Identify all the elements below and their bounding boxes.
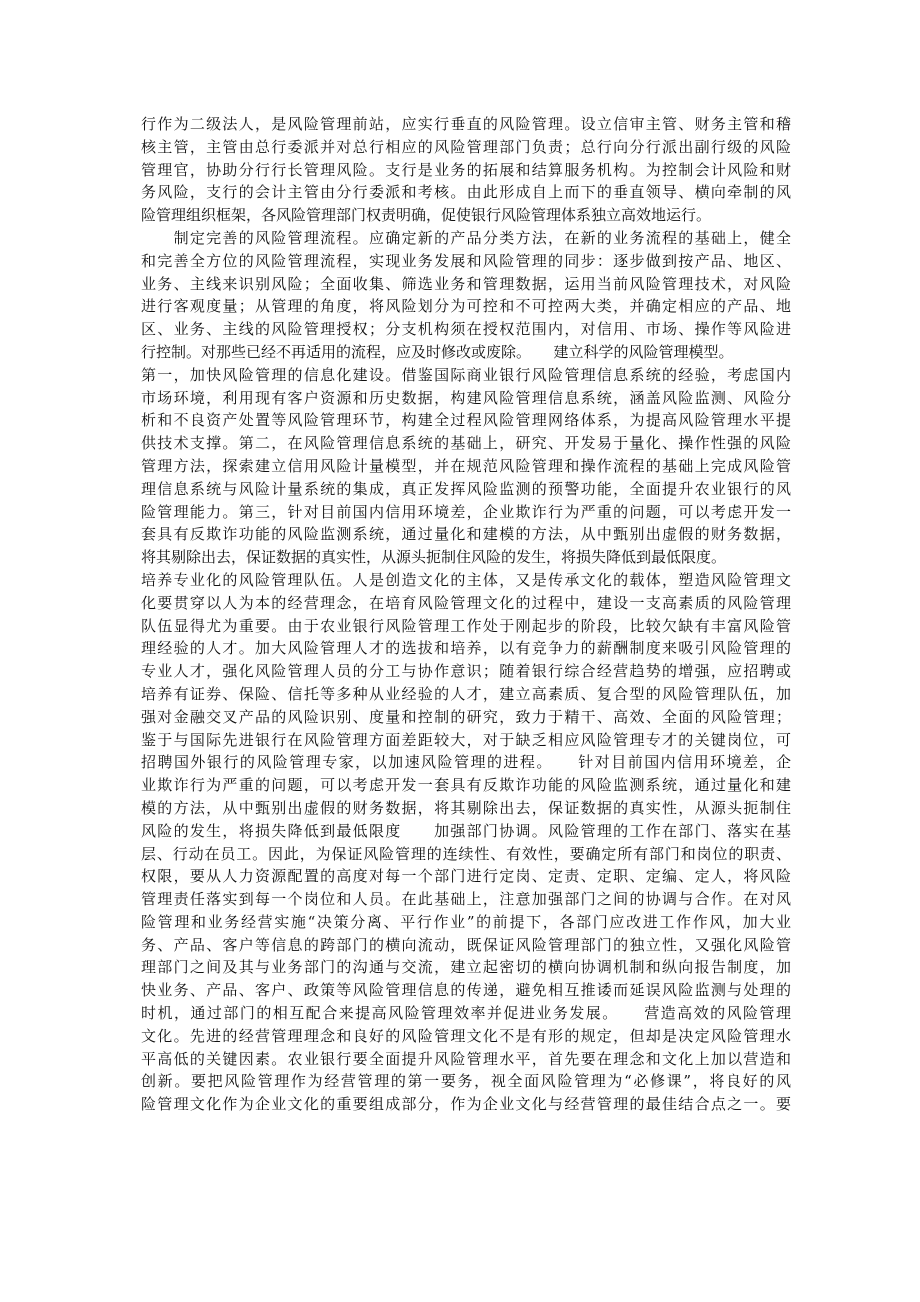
- text-line: 理部门之间及其与业务部门的沟通与交流，建立起密切的横向协调机制和纵向报告制度，加: [141, 958, 791, 977]
- text-line: 招聘国外银行的风险管理专家，以加速风险管理的进程。 针对目前国内信用环境差，企: [141, 753, 791, 772]
- text-line: 行作为二级法人，是风险管理前站，应实行垂直的风险管理。设立信审主管、财务主管和稽: [141, 115, 791, 133]
- text-line: 进行客观度量；从管理的角度，将风险划分为可控和不可控两大类，并确定相应的产品、地: [141, 297, 791, 316]
- text-line: 行控制。对那些已经不再适用的流程，应及时修改或废除。 建立科学的风险管理模型。: [141, 342, 734, 361]
- text-line: 平高低的关键因素。农业银行要全面提升风险管理水平，首先要在理念和文化上加以营造和: [141, 1049, 791, 1068]
- text-line: 队伍显得尤为重要。由于农业银行风险管理工作处于刚起步的阶段，比较欠缺有丰富风险管: [141, 616, 791, 635]
- text-line: 险管理文化作为企业文化的重要组成部分，作为企业文化与经营管理的最佳结合点之一。要: [141, 1095, 791, 1114]
- text-line: 管理方法，探索建立信用风险计量模型，并在规范风险管理和操作流程的基础上完成风险管: [141, 456, 791, 475]
- text-line: 层、行动在员工。因此，为保证风险管理的连续性、有效性，要确定所有部门和岗位的职责、: [141, 844, 791, 863]
- text-line: 模的方法，从中甄别出虚假的财务数据，将其剔除出去，保证数据的真实性，从源头扼制住: [141, 798, 791, 817]
- text-line: 套具有反欺诈功能的风险监测系统，通过量化和建模的方法，从中甄别出虚假的财务数据，: [141, 525, 791, 544]
- text-line: 理经验的人才。加大风险管理人才的选拔和培养，以有竞争力的薪酬制度来吸引风险管理的: [141, 639, 791, 658]
- text-line: 创新。要把风险管理作为经营管理的第一要务，视全面风险管理为“必修课”，将良好的风: [141, 1072, 791, 1091]
- text-line: 文化。先进的经营管理理念和良好的风险管理文化不是有形的规定，但却是决定风险管理水: [141, 1026, 791, 1045]
- text-line: 析和不良资产处置等风险管理环节，构建全过程风险管理网络体系，为提高风险管理水平提: [141, 411, 791, 430]
- text-line: 强对金融交叉产品的风险识别、度量和控制的研究，致力于精干、高效、全面的风险管理；: [141, 707, 791, 726]
- text-line: 险管理和业务经营实施“决策分离、平行作业”的前提下，各部门应改进工作作风，加大业: [141, 912, 791, 931]
- text-line: 时机，通过部门的相互配合来提高风险管理效率并促进业务发展。 营造高效的风险管理: [141, 1004, 791, 1023]
- text-line: 供技术支撑。第二，在风险管理信息系统的基础上，研究、开发易于量化、操作性强的风险: [141, 434, 791, 453]
- text-line: 务、产品、客户等信息的跨部门的横向流动，既保证风险管理部门的独立性，又强化风险管: [141, 935, 791, 954]
- text-line: 险管理能力。第三，针对目前国内信用环境差，企业欺诈行为严重的问题，可以考虑开发一: [141, 502, 791, 521]
- text-line: 业务、主线来识别风险；全面收集、筛选业务和管理数据，运用当前风险管理技术，对风险: [141, 274, 791, 293]
- text-line: 区、业务、主线的风险管理授权；分支机构须在授权范围内，对信用、市场、操作等风险进: [141, 320, 791, 339]
- text-line: 制定完善的风险管理流程。应确定新的产品分类方法，在新的业务流程的基础上，健全: [141, 228, 791, 247]
- text-line: 权限，要从人力资源配置的高度对每一个部门进行定岗、定责、定职、定编、定人，将风险: [141, 867, 791, 886]
- text-line: 管理官，协助分行行长管理风险。支行是业务的拓展和结算服务机构。为控制会计风险和财: [141, 160, 791, 179]
- text-line: 市场环境，利用现有客户资源和历史数据，构建风险管理信息系统，涵盖风险监测、风险分: [141, 388, 791, 407]
- text-line: 理信息系统与风险计量系统的集成，真正发挥风险监测的预警功能，全面提升农业银行的风: [141, 479, 791, 498]
- text-line: 专业人才，强化风险管理人员的分工与协作意识；随着银行综合经营趋势的增强，应招聘或: [141, 662, 791, 681]
- text-line: 管理责任落实到每一个岗位和人员。在此基础上，注意加强部门之间的协调与合作。在对风: [141, 890, 791, 909]
- text-line: 险管理组织框架，各风险管理部门权责明确，促使银行风险管理体系独立高效地运行。: [141, 206, 712, 225]
- text-line: 务风险，支行的会计主管由分行委派和考核。由此形成自上而下的垂直领导、横向牵制的风: [141, 183, 791, 202]
- text-line: 核主管，主管由总行委派并对总行相应的风险管理部门负责；总行向分行派出副行级的风险: [141, 137, 791, 156]
- text-line: 鉴于与国际先进银行在风险管理方面差距较大，对于缺乏相应风险管理专才的关键岗位，可: [141, 730, 791, 749]
- text-line: 将其剔除出去，保证数据的真实性，从源头扼制住风险的发生，将损失降低到最低限度。: [141, 548, 727, 567]
- text-line: 风险的发生，将损失降低到最低限度 加强部门协调。风险管理的工作在部门、落实在基: [141, 821, 791, 840]
- text-line: 业欺诈行为严重的问题，可以考虑开发一套具有反欺诈功能的风险监测系统，通过量化和建: [141, 776, 791, 795]
- text-line: 第一，加快风险管理的信息化建设。借鉴国际商业银行风险管理信息系统的经验，考虑国内: [141, 365, 791, 384]
- body-text: [141, 113, 791, 1116]
- text-line: 培养专业化的风险管理队伍。人是创造文化的主体，又是传承文化的载体，塑造风险管理文: [141, 570, 791, 589]
- text-line: 和完善全方位的风险管理流程，实现业务发展和风险管理的同步：逐步做到按产品、地区、: [141, 251, 791, 270]
- text-line: 快业务、产品、客户、政策等风险管理信息的传递，避免相互推诿而延误风险监测与处理的: [141, 981, 791, 1000]
- text-line: 培养有证券、保险、信托等多种从业经验的人才，建立高素质、复合型的风险管理队伍，加: [141, 684, 791, 703]
- text-line: 化要贯穿以人为本的经营理念，在培育风险管理文化的过程中，建设一支高素质的风险管理: [141, 593, 791, 612]
